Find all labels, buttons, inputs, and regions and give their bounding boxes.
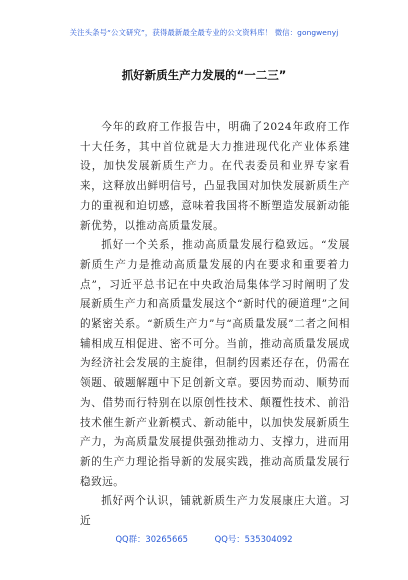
footer-contacts	[0, 533, 408, 545]
paragraph-two-understandings: 抓好两个认识，铺就新质生产力发展康庄大道。习近	[80, 495, 350, 528]
footer-qq-group: QQ群：30265665	[115, 534, 188, 544]
paragraph-one-relation: 抓好一个关系，推动高质量发展行稳致远。“发展新质生产力是推动高质量发展的内在要求和重要着力点”，习近平总书记在中央政治局集体学习时阐明了发展新质生产力和高质量发展这个“新时代的硬道理”之间的紧密关系。“新质生产力”与“高质量发展”二者之间相辅相成互相促进、密不可分。当前，推动高质量发展成为经济社会发展的主旋律，但制约因素还存在，仍需在领题、破题解题中下足创新文章。要因势而动、顺势而为、借势而行特别在以原创性技术、颠覆性技术、前沿技术催生新产业新模式、新动能中，以加快发展新质生产力，为高质量发展提供强劲推动力、支撑力，进而用新的生产力理论指导新的发展实践，推动高质量发展行稳致远。	[80, 239, 350, 488]
document-title: 抓好新质生产力发展的“一二三”	[121, 68, 287, 82]
footer-qq-number: QQ号：535304092	[214, 534, 293, 544]
paragraph-intro: 今年的政府工作报告中，明确了2024年政府工作十大任务，其中首位就是大力推进现代化产业体系建设，加快发展新质生产力。在代表委员和业界专家看来，这释放出鲜明信号，凸显我国对加快发展新质生产力的重视和迫切感，意味着我国将不断塑造发展新动能新优势，以推动高质量发展。	[80, 121, 350, 232]
document-body	[80, 118, 350, 532]
header-note: 关注头条号“公文研究”，获得最新最全最专业的公文资料库！ 微信：gongwenyj	[69, 28, 339, 37]
